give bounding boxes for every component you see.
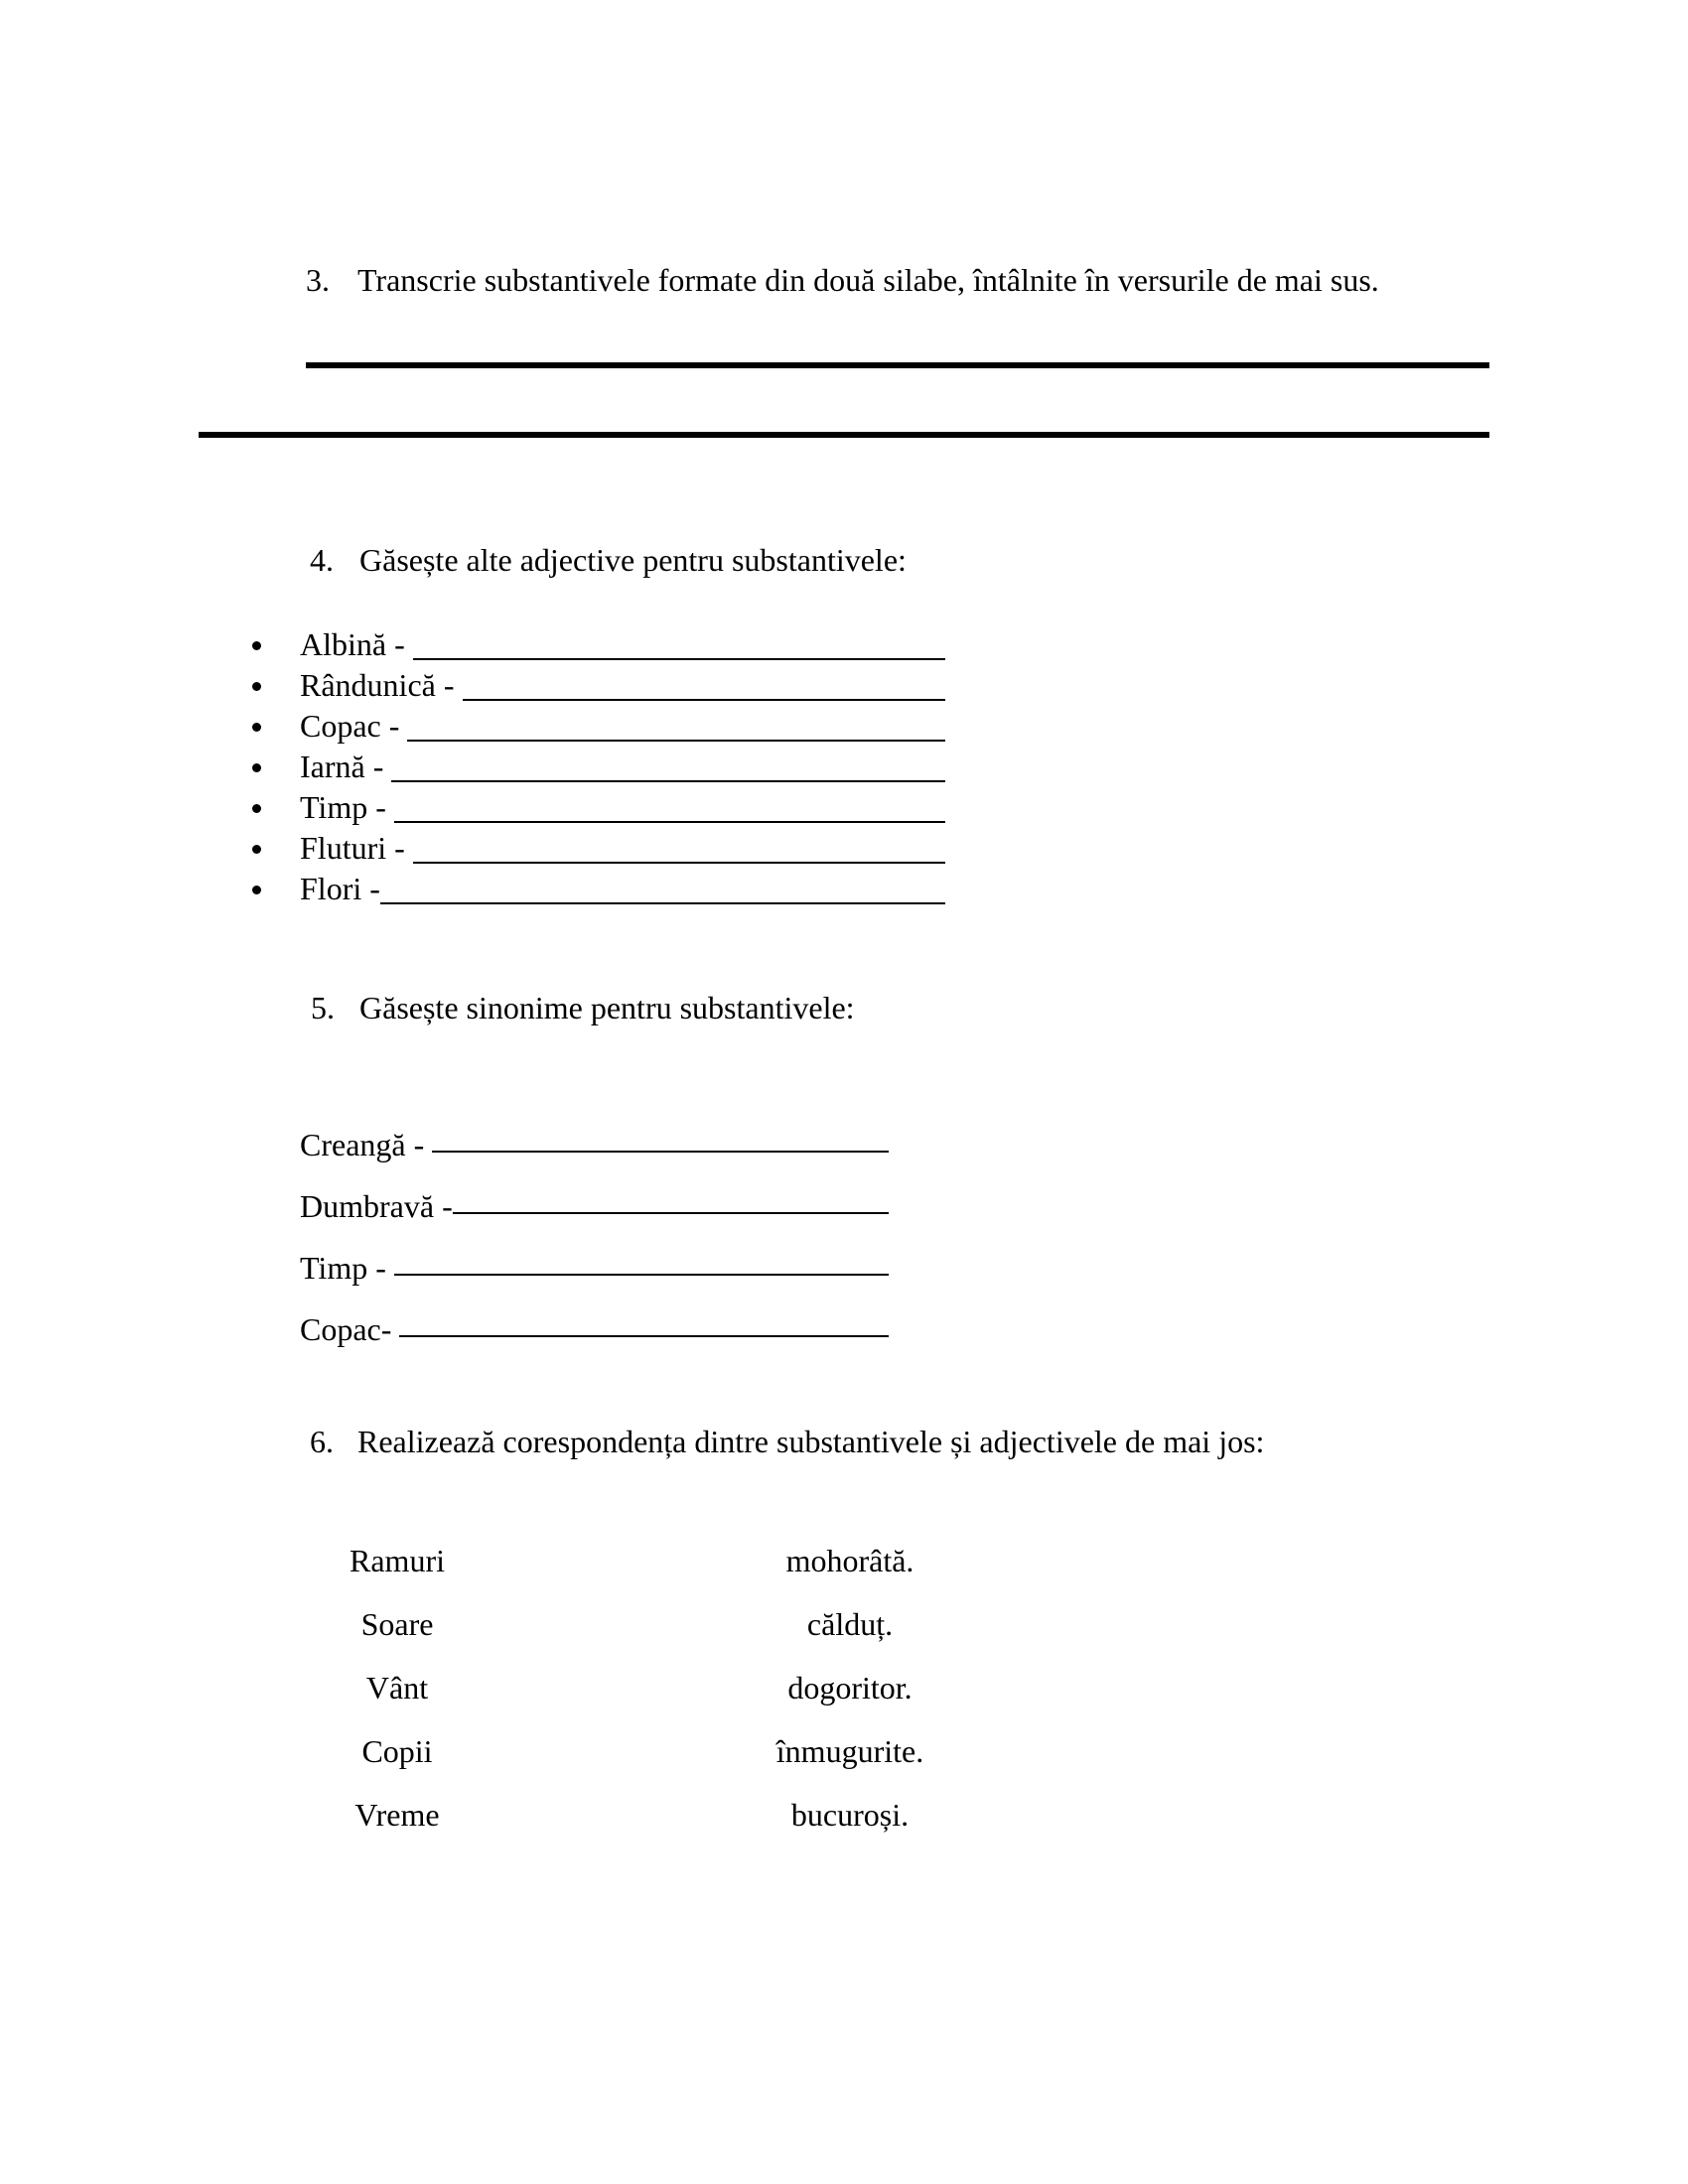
exercise-5-list [300, 1102, 889, 1348]
answer-blank[interactable] [394, 821, 945, 823]
matching-row [248, 1579, 1049, 1643]
noun-label: Vânt [365, 1670, 429, 1706]
bullet-icon [252, 723, 261, 732]
matching-row [248, 1770, 1049, 1834]
answer-rule-line-2[interactable] [199, 432, 1489, 438]
exercise-5-text: Găsește sinonime pentru substantivele: [359, 990, 855, 1025]
exercise-3-prompt [306, 262, 1379, 298]
answer-blank[interactable] [407, 740, 945, 742]
matching-table [248, 1516, 1049, 1834]
fill-in-row [300, 622, 945, 663]
adjective-label: dogoritor. [787, 1670, 913, 1706]
answer-blank[interactable] [413, 862, 945, 864]
bullet-icon [252, 641, 261, 650]
answer-blank[interactable] [391, 780, 945, 782]
noun-label: Dumbravă - [300, 1188, 453, 1224]
adjective-label: bucuroși. [790, 1797, 910, 1833]
answer-blank[interactable] [463, 699, 946, 701]
noun-label: Copac - [300, 708, 408, 744]
exercise-6-prompt [310, 1424, 1264, 1459]
fill-in-row [300, 663, 945, 704]
noun-label: Albină - [300, 626, 413, 662]
adjective-label: călduț. [806, 1606, 894, 1642]
bullet-icon [252, 886, 261, 894]
matching-row [248, 1706, 1049, 1770]
answer-blank[interactable] [394, 1274, 889, 1276]
exercise-5-number: 5. [311, 990, 335, 1025]
fill-in-row [300, 785, 945, 826]
matching-row [248, 1516, 1049, 1579]
exercise-4-list [300, 622, 945, 907]
exercise-4-prompt [310, 542, 907, 578]
fill-in-row [300, 826, 945, 867]
bullet-icon [252, 763, 261, 772]
fill-in-row [300, 867, 945, 907]
noun-label: Copii [361, 1733, 433, 1769]
noun-label: Soare [360, 1606, 434, 1642]
fill-in-row [300, 1163, 889, 1225]
noun-label: Copac- [300, 1311, 400, 1347]
noun-label: Ramuri [350, 1543, 445, 1578]
noun-label: Iarnă - [300, 749, 392, 784]
exercise-6-number: 6. [310, 1424, 334, 1459]
exercise-4-text: Găsește alte adjective pentru substantivele: [359, 542, 907, 578]
adjective-label: înmugurite. [775, 1733, 924, 1769]
exercise-4-number: 4. [310, 542, 334, 578]
adjective-label: mohorâtă. [785, 1543, 914, 1578]
noun-label: Creangă - [300, 1127, 433, 1162]
answer-blank[interactable] [413, 658, 945, 660]
exercise-3-number: 3. [306, 262, 330, 298]
exercise-6-text: Realizează corespondența dintre substantivele și adjectivele de mai jos: [357, 1424, 1265, 1459]
bullet-icon [252, 682, 261, 691]
answer-rule-line-1[interactable] [306, 362, 1489, 368]
noun-label: Timp - [300, 1250, 394, 1286]
fill-in-row [300, 704, 945, 745]
answer-blank[interactable] [399, 1335, 889, 1337]
answer-blank[interactable] [432, 1151, 889, 1153]
fill-in-row [300, 745, 945, 785]
noun-label: Rândunică - [300, 667, 463, 703]
fill-in-row [300, 1225, 889, 1287]
answer-blank[interactable] [380, 902, 945, 904]
fill-in-row [300, 1287, 889, 1348]
fill-in-row [300, 1102, 889, 1163]
noun-label: Flori - [300, 871, 380, 906]
bullet-icon [252, 845, 261, 854]
noun-label: Timp - [300, 789, 394, 825]
exercise-3-text: Transcrie substantivele formate din două silabe, întâlnite în versurile de mai sus. [357, 262, 1379, 298]
noun-label: Fluturi - [300, 830, 413, 866]
noun-label: Vreme [354, 1797, 440, 1833]
matching-row [248, 1643, 1049, 1706]
exercise-5-prompt [311, 990, 855, 1025]
bullet-icon [252, 804, 261, 813]
answer-blank[interactable] [453, 1212, 889, 1214]
